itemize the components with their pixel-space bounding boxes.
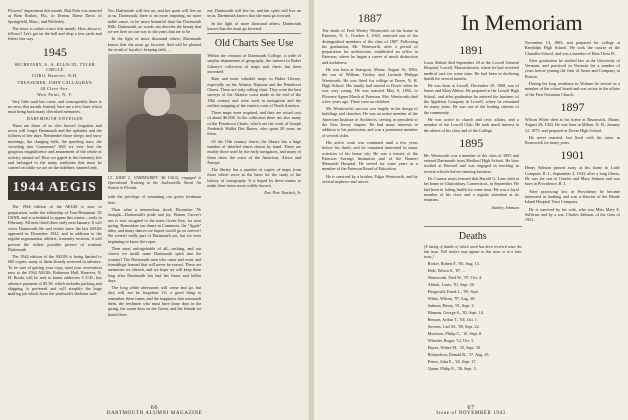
photo-caption: LT. JOHN L. VANDEGRIFT '46 USCG, engaged in Operational Training at the Jacksonville Naval Air Station in Florida. — [107, 175, 202, 191]
byline: Ens. Pete Tassitch, Jr. — [264, 190, 301, 196]
deaths-heading: Deaths — [458, 231, 487, 243]
obituary-paragraph: He is survived by a brother, Edgar Wentworth, and by several nephews and nieces. — [322, 173, 418, 185]
obituary-paragraph: He was born at Searsport, Maine, August 16, 1864, the son of William Trickey and Lucinda Philippi Wentworth. He was fitted for college at Dover, N. H. High School. His family had moved to Dover when he was very young. He was married May 9, 1892, to Florence Agnes Marsh of Paterson. Mrs. Wentworth died a few years ago. There were no children. — [322, 67, 418, 104]
class-year-heading: 1945 — [42, 44, 67, 59]
death-entry: Hinman, George S., '02, Sept. 14. — [427, 310, 484, 316]
death-entry: Benson, Arthur T., '04, Oct. 1. — [427, 317, 478, 323]
magazine-name: DARTMOUTH ALUMNI MAGAZINE — [106, 411, 203, 416]
obituary-paragraph: He is survived by his wife, who was Miss Mary E. Sullivan, and by a son, Charles Salmon, of the class of 1931. — [524, 206, 620, 223]
issue-date: Issue of NOVEMBER 1943 — [436, 411, 506, 416]
right-column-3 — [525, 40, 620, 224]
obituary-paragraph: He never married, but lived with his sister in Brunswick for many years. — [524, 134, 620, 146]
right-column-2 — [424, 40, 519, 224]
obituary-paragraph: November 14, 1863, and prepared for college at Randolph High School. He took the course of the Chandler School, and was a member of Beta Theta Pi. — [524, 40, 620, 56]
figure-hat-shape — [138, 76, 176, 88]
aegis-heading: 1944 AEGIS — [8, 176, 102, 200]
section-label: DARTMOUTH UNVEILED — [26, 116, 83, 122]
body-paragraph: Within the creation of Dartmouth College, a wide of surplus department of geography, the interest in Baker Library's collection of maps and charts has been increased. — [207, 53, 301, 75]
treasurer-line-2: 48 Cleve Ave. — [40, 85, 70, 91]
obituary-paragraph: His active work was continued until a few years before his death, and he remained interested in many activities of his home city. He was a trustee of the Paterson Savings Institution and of the Barnert Memorial Hospital. He served for some years as a member of the Paterson Board of Education. — [322, 139, 418, 172]
obituary-paragraph: Mr. Wentworth's success was largely in the design of buildings and churches. He was an active member of the American Institute of Architects, serving as president of the New Jersey chapter. He had many interests in addition to his profession, and was a prominent member of several clubs. — [322, 106, 418, 138]
secretary-line: SECRETARY, A. A. ELLIS III, TYLER CIRCLE — [14, 61, 96, 73]
class-year-heading: 1887 — [357, 11, 382, 25]
death-entry: Hayes, Walter M., '15, Sept. 30. — [427, 345, 481, 351]
body-paragraph: Very little mail has come, and consequently there is no news this month. Instead, here are a few lines which must bring back many cherished memories. — [8, 98, 102, 115]
treasurer-line: TREASURER, JOHN CALLAGHAN — [17, 79, 92, 85]
body-paragraph: In the light of more thousand others, Dartmouth knows that she must go forward. — [207, 20, 301, 31]
death-entry: Wheeler, Roger, '12, Oct. 5. — [427, 338, 475, 344]
page-number: 66 — [150, 405, 159, 411]
body-paragraph: Then what a tremendous shock December 7th brought—Dartmouth's pride and joy. Warner Carver's son is now assigned to the main Green Key, for next spring. Remember our dance in Commons, the "Apple" rides, and many dances we hoped would go on forever? We weren't really part of Dartmouth yet, but we were beginning to know the ropes. — [107, 206, 202, 244]
body-paragraph: with the privilege of remaining our green freshman here. — [107, 194, 202, 205]
body-paragraph: Yes, Dartmouth will live on, and her spirit will live on in us. Dartmouth, there is no more inspiring, no more noble cause, to be more beautiful than the Dartmouth Hills. Dartmouth, no words can describe the beauty that we see here on our way to the years that are to be. — [107, 8, 202, 35]
obituary-paragraph: Mr. Wentworth was a member of the class of 1895 and entered Dartmouth from Medford High School. He later studied at Harvard and was engaged in teaching in several schools before entering business. — [423, 152, 519, 174]
body-paragraph: Of the 15th century charts, the library has a large number of detailed charts drawn by hand. These are mostly those used by the early navigators, and many of them show the coast of the Americas, Africa and Europe. — [207, 138, 301, 165]
signature: Stanley Johnson — [491, 204, 519, 210]
obituary-paragraph: The death of Fred Wesley Wentworth on his home in Paterson, N. J., October 4, 1943, removed one of the distinguished members of the class of 1887. Following his graduation, Mr. Wentworth, after a period of preparation for architecture, established an office in Paterson, where he began a career of much distinction and usefulness. — [322, 28, 418, 65]
class-year-heading: 1897 — [560, 99, 585, 114]
body-paragraph: In the light of more thousand others, Dartmouth knows that she must go forward. And will be pleased the result of loyalty's keeping faith. ... — [107, 36, 202, 53]
deaths-section — [424, 226, 522, 371]
obituary-paragraph: Wilson White died at his home at Brunswick, Maine, August 28, 1943. He was born in Milton, N. H., January 12, 1875, and prepared at Dover High School. — [524, 116, 620, 133]
figure-body-shape — [126, 114, 188, 172]
right-center-area — [424, 8, 620, 404]
class-year-heading-2: 1895 — [459, 135, 484, 150]
death-entry: Hale, Edwin S., '87, ... — [427, 268, 466, 274]
body-paragraph: The 1944 edition of the AEGIS is now in preparation, under the editorship of Tom Beaumont '45 USNR, and is scheduled to appear this winter—early in February. All men listed there early next January. It will cover Dartmouth life and events since the last AEGIS appeared in December 1942, and in addition to the regular organization, athletic, fraternity sections, it will present the fullest possible picture of wartime Dartmouth. — [8, 204, 102, 252]
death-entry: Peters, John E., '20, Sept. 17. — [427, 359, 477, 365]
body-paragraph: Rare and most valuable maps in Baker Library, especially on the Atlantic Neptune and the Penobscot Charts. These are truly rolling chart. They were the best surveys of the Atlantic coast made at the end of the 18th century and were used in navigation and the earliest mapping of the eastern coast of North America. — [207, 76, 301, 108]
death-entry: Fitzgerald, Frank L., '95, Sept. — [427, 289, 479, 295]
class-year-heading: 1891 — [459, 43, 484, 57]
obituary-paragraph: Louis Abbott died September 20 at the Lowell General Hospital, Lowell, Massachusetts, where he had received medical care for some time. He had been in declining health for several months. — [423, 60, 519, 81]
divider — [207, 33, 301, 34]
deaths-note: [A listing of deaths of which word has been received since the last issue. Full notices may appear in this issue or in a later issue.] — [423, 245, 522, 259]
right-column-1 — [322, 8, 418, 404]
death-entry: Stevens, Carl M., '09, Sept. 22. — [427, 324, 480, 330]
obituary-paragraph: During his long residence in Woburn he served as a member of the school board and was active in the affairs of the First Unitarian Church. — [524, 81, 620, 97]
deaths-list — [424, 261, 522, 371]
left-footer — [0, 405, 309, 417]
obituary-paragraph: He was born at Lowell, December 29, 1868, son of James and Mary Abbott. He prepared at the Lowell High School, and after graduation he entered the business of the Appleton Company in Lowell, where he remained for many years. He was one of the leading citizens of the community. — [423, 83, 519, 115]
obituary-paragraph: He was active in church and civic affairs, and a member of the Lowell Club. He took much interest in the affairs of his class and of the College. — [423, 116, 519, 133]
body-paragraph: The 1944 edition of the AEGIS is being limited to 600 copies, many of them already reserved in advance. To be sure of getting your copy, send your reservation now to the 1944 AEGIS, Robinson Hall, Hanover, N. H. Books will be sent to home addresses C.O.D., but advance payment of $5.50, which includes packing and shipping, is preferred and will simplify the huge mailing job which faces the yearbook's skeleton staff. — [8, 254, 102, 297]
right-page — [314, 0, 628, 420]
page-title: In Memoriam — [461, 10, 583, 35]
body-paragraph: The long white afternoons will come and go, but they will not be forgotten. It's a good thing to remember these times, and the happiness that surrounds them, the freshmen who must have those days in the spring, the warm days on the Green, and the friends we found there. — [107, 285, 202, 317]
intro-paragraph: Flowers" department this month. Bud Park was married at Bear Raskin, Fla., to Doreas Diane Davis of Springfield, Mass., and Wellesley. — [8, 8, 102, 24]
right-footer — [314, 405, 628, 417]
death-entry: Abbott, Louis, '91, Sept. 20. — [427, 282, 475, 288]
right-inner-columns — [424, 40, 620, 224]
obituary-paragraph: Henry Salmon passed away at his home in Little Compton, R. I., September 2, 1943, after a long illness. He was the son of Charles and Mary Salmon and was born in Providence, R. I. — [524, 165, 620, 187]
death-entry: Quinn, Philip E., '26, Sept. 3. — [427, 366, 477, 372]
officer-photo — [108, 54, 202, 172]
figure-face-shape — [144, 86, 170, 116]
death-entry: Salmon, Henry, '01, Sept. 2. — [427, 303, 475, 309]
class-year-heading-2: 1901 — [560, 148, 585, 163]
intro-paragraph-2: The news is rather scarce this month. How about it, fellows? Let's get on the ball and drop a few cards and letters this way. — [8, 25, 102, 42]
left-page — [0, 0, 310, 420]
article-heading: Old Charts See Use — [214, 38, 294, 50]
divider — [424, 226, 522, 227]
left-column-2 — [108, 8, 202, 404]
left-column-3 — [207, 8, 301, 404]
obituary-paragraph: After graduation he studied law at the University of Vermont, and practiced in Vermont for a number of years before joining the firm of Ames and Company in Boston. — [524, 57, 620, 79]
death-entry: Wentworth, Fred W., '87, Oct. 4. — [427, 275, 483, 281]
treasurer-line-3: West Point, N. Y. — [37, 92, 73, 98]
death-entry: Richardson, Donald B., '17, Aug. 25. — [427, 352, 490, 358]
death-entry: Ricker, Robert F., '85, Aug. 13. — [427, 261, 480, 267]
page-number: 67 — [467, 405, 475, 411]
body-paragraph: me, Dartmouth will live on, and her spirit will live on in us. Dartmouth knows that she must go forward. — [207, 8, 301, 19]
secretary-line-2: CORO, Hanover, N.H. — [31, 73, 78, 79]
body-paragraph: There are those of us who haven't forgotten and never will forget Dartmouth and the splendor and the fullness of her days. Remember those sleepy and snow mornings, the clanging bells, the speeding stars, the crowding into Commons? Will we ever lose the gorgeous magnificence and amazement of the whole of activity around us? How we gaped at the fraternity life and belonged to the many traditions that must be carried on while we are on the sidelines, banned only. — [8, 122, 102, 171]
obituary-paragraph: Dr. Connor mays learned that Harold G. Lane died at his home in Glastonbury, Connecticut, in September. He had been in failing health for some time. He was a loyal member of his class and a regular attendant at its reunions. — [423, 176, 519, 203]
body-paragraph: These maps were acquired, and they are actual cost of about $6,000. In the collection there are also many of the Penobscot Charts, which are the work of Joseph Frederick Wallet Des Barres, who spent 20 years on them. — [207, 110, 301, 137]
left-column-1 — [8, 8, 102, 404]
obituary-paragraph: After practicing law in Providence he became interested in banking and was a director of the Rhode Island Hospital Trust Company. — [524, 188, 620, 205]
body-paragraph: Then most unforgettable of all—rushing, and our closest we instill some Dartmouth spirit into the country? The Dartmouth men who came and went, and friendships formed that will never be erased. These are memories we cherish, and we hope we will keep them long after Dartmouth has had her finest and fullest days. — [107, 246, 202, 283]
death-entry: White, Wilson, '97, Aug. 28. — [427, 296, 476, 302]
body-paragraph: The library has a number of copies of maps from those which serve as the basis for the study of the history of cartography. It is hoped by these means to make these items more widely known. — [207, 167, 301, 189]
death-entry: Morrison, Philip C., '10, Sept. 8. — [427, 331, 483, 337]
